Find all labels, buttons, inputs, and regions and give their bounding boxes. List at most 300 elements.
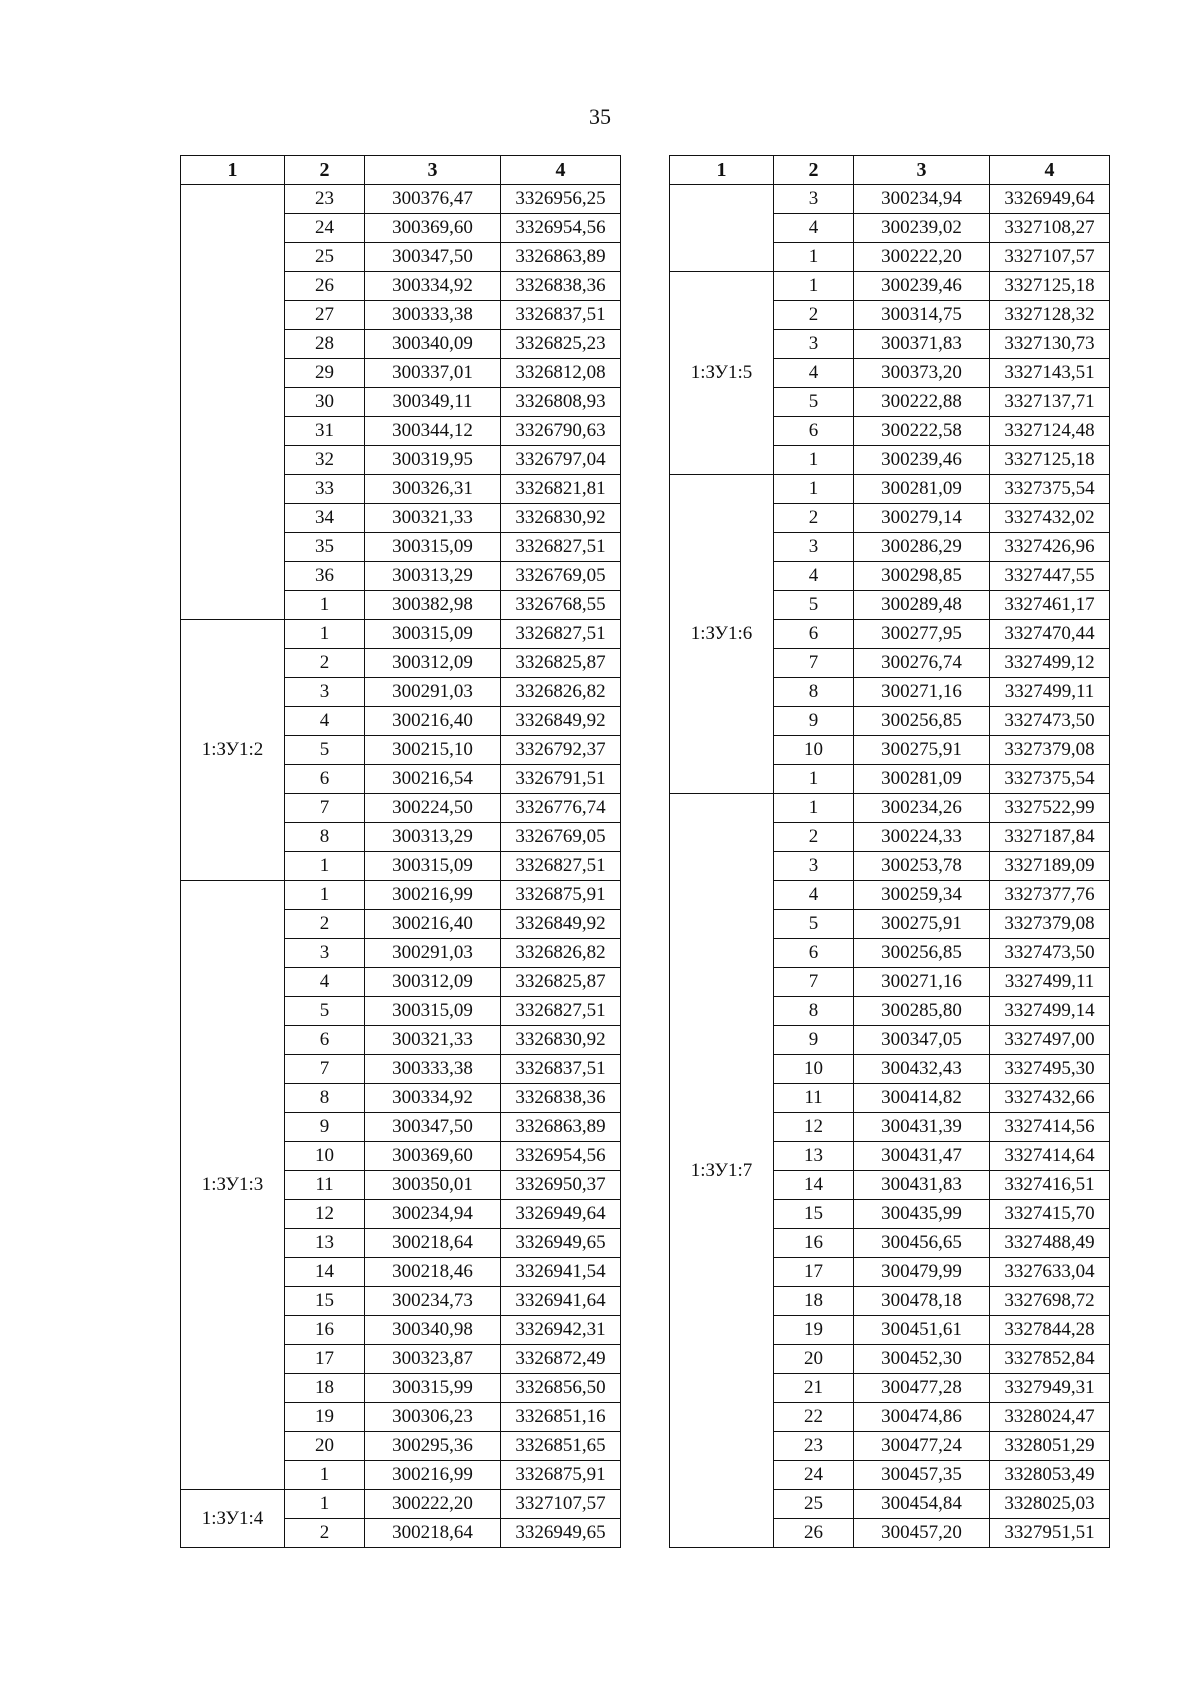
point-number: 8 — [774, 678, 854, 707]
coord-y: 3326851,16 — [501, 1403, 621, 1432]
coord-x: 300451,61 — [854, 1316, 990, 1345]
header-col-1: 1 — [670, 156, 774, 185]
point-number: 10 — [285, 1142, 365, 1171]
point-number: 11 — [774, 1084, 854, 1113]
coord-x: 300298,85 — [854, 562, 990, 591]
point-number: 5 — [774, 591, 854, 620]
point-number: 3 — [774, 330, 854, 359]
coord-x: 300333,38 — [365, 1055, 501, 1084]
point-number: 31 — [285, 417, 365, 446]
point-number: 17 — [285, 1345, 365, 1374]
coord-x: 300315,09 — [365, 852, 501, 881]
coord-y: 3326830,92 — [501, 504, 621, 533]
point-number: 2 — [774, 504, 854, 533]
coord-x: 300477,24 — [854, 1432, 990, 1461]
point-number: 14 — [774, 1171, 854, 1200]
point-number: 1 — [285, 852, 365, 881]
coord-y: 3326769,05 — [501, 562, 621, 591]
coord-y: 3326792,37 — [501, 736, 621, 765]
point-number: 1 — [774, 272, 854, 301]
coord-x: 300315,09 — [365, 620, 501, 649]
point-number: 33 — [285, 475, 365, 504]
coord-x: 300457,20 — [854, 1519, 990, 1548]
coord-y: 3327187,84 — [990, 823, 1110, 852]
point-number: 26 — [774, 1519, 854, 1548]
coord-y: 3326949,65 — [501, 1229, 621, 1258]
point-number: 25 — [774, 1490, 854, 1519]
point-number: 20 — [774, 1345, 854, 1374]
coord-y: 3326954,56 — [501, 1142, 621, 1171]
coord-y: 3326863,89 — [501, 1113, 621, 1142]
coord-x: 300234,26 — [854, 794, 990, 823]
point-number: 11 — [285, 1171, 365, 1200]
header-col-2: 2 — [285, 156, 365, 185]
coord-y: 3327375,54 — [990, 475, 1110, 504]
coord-x: 300218,64 — [365, 1229, 501, 1258]
coord-y: 3326856,50 — [501, 1374, 621, 1403]
coord-y: 3326826,82 — [501, 939, 621, 968]
header-col-1: 1 — [181, 156, 285, 185]
coord-x: 300376,47 — [365, 185, 501, 214]
point-number: 12 — [774, 1113, 854, 1142]
coord-y: 3326849,92 — [501, 707, 621, 736]
point-number: 3 — [774, 185, 854, 214]
coord-y: 3326768,55 — [501, 591, 621, 620]
coord-x: 300256,85 — [854, 939, 990, 968]
point-number: 14 — [285, 1258, 365, 1287]
point-number: 4 — [774, 214, 854, 243]
coord-x: 300285,80 — [854, 997, 990, 1026]
point-number: 15 — [285, 1287, 365, 1316]
coord-x: 300234,94 — [365, 1200, 501, 1229]
coord-y: 3326827,51 — [501, 852, 621, 881]
coord-y: 3327432,66 — [990, 1084, 1110, 1113]
coord-y: 3326812,08 — [501, 359, 621, 388]
coord-y: 3328051,29 — [990, 1432, 1110, 1461]
coord-x: 300279,14 — [854, 504, 990, 533]
table-row — [181, 1490, 621, 1519]
coord-y: 3326851,65 — [501, 1432, 621, 1461]
plot-label: 1:ЗУ1:7 — [670, 794, 774, 1548]
coord-x: 300312,09 — [365, 649, 501, 678]
coord-x: 300239,02 — [854, 214, 990, 243]
point-number: 1 — [774, 243, 854, 272]
point-number: 9 — [285, 1113, 365, 1142]
coord-y: 3326872,49 — [501, 1345, 621, 1374]
coord-y: 3327447,55 — [990, 562, 1110, 591]
coord-y: 3327107,57 — [501, 1490, 621, 1519]
point-number: 29 — [285, 359, 365, 388]
coord-x: 300326,31 — [365, 475, 501, 504]
header-col-2: 2 — [774, 156, 854, 185]
coord-y: 3326837,51 — [501, 301, 621, 330]
point-number: 1 — [285, 620, 365, 649]
coord-y: 3327499,11 — [990, 678, 1110, 707]
coord-y: 3327375,54 — [990, 765, 1110, 794]
point-number: 34 — [285, 504, 365, 533]
point-number: 2 — [774, 301, 854, 330]
point-number: 7 — [285, 794, 365, 823]
point-number: 10 — [774, 1055, 854, 1084]
point-number: 24 — [774, 1461, 854, 1490]
coord-y: 3326821,81 — [501, 475, 621, 504]
coord-y: 3326941,54 — [501, 1258, 621, 1287]
coord-x: 300295,36 — [365, 1432, 501, 1461]
coord-y: 3327499,11 — [990, 968, 1110, 997]
coord-y: 3327189,09 — [990, 852, 1110, 881]
coord-x: 300315,99 — [365, 1374, 501, 1403]
coord-x: 300281,09 — [854, 475, 990, 504]
table-row — [181, 881, 621, 910]
coord-y: 3327499,14 — [990, 997, 1110, 1026]
coord-x: 300431,39 — [854, 1113, 990, 1142]
point-number: 17 — [774, 1258, 854, 1287]
coord-y: 3326826,82 — [501, 678, 621, 707]
coord-x: 300291,03 — [365, 939, 501, 968]
coord-x: 300216,54 — [365, 765, 501, 794]
coord-x: 300474,86 — [854, 1403, 990, 1432]
coord-x: 300313,29 — [365, 562, 501, 591]
coord-y: 3328053,49 — [990, 1461, 1110, 1490]
coord-x: 300271,16 — [854, 968, 990, 997]
coord-x: 300347,50 — [365, 1113, 501, 1142]
coord-x: 300313,29 — [365, 823, 501, 852]
point-number: 8 — [285, 1084, 365, 1113]
coord-y: 3327495,30 — [990, 1055, 1110, 1084]
header-col-4: 4 — [990, 156, 1110, 185]
coord-x: 300289,48 — [854, 591, 990, 620]
coord-x: 300382,98 — [365, 591, 501, 620]
coord-y: 3326942,31 — [501, 1316, 621, 1345]
point-number: 5 — [285, 736, 365, 765]
coord-x: 300291,03 — [365, 678, 501, 707]
coord-x: 300478,18 — [854, 1287, 990, 1316]
coord-y: 3326950,37 — [501, 1171, 621, 1200]
coord-x: 300315,09 — [365, 997, 501, 1026]
point-number: 8 — [285, 823, 365, 852]
point-number: 20 — [285, 1432, 365, 1461]
coord-y: 3327432,02 — [990, 504, 1110, 533]
coord-y: 3326776,74 — [501, 794, 621, 823]
point-number: 35 — [285, 533, 365, 562]
point-number: 6 — [774, 417, 854, 446]
coord-x: 300347,50 — [365, 243, 501, 272]
coord-x: 300215,10 — [365, 736, 501, 765]
coord-x: 300224,50 — [365, 794, 501, 823]
coord-x: 300275,91 — [854, 910, 990, 939]
point-number: 21 — [774, 1374, 854, 1403]
coordinates-table-right — [669, 155, 1110, 1548]
point-number: 16 — [285, 1316, 365, 1345]
coord-y: 3327698,72 — [990, 1287, 1110, 1316]
table-row — [181, 185, 621, 214]
coord-y: 3327497,00 — [990, 1026, 1110, 1055]
coord-x: 300414,82 — [854, 1084, 990, 1113]
point-number: 5 — [285, 997, 365, 1026]
coord-y: 3327377,76 — [990, 881, 1110, 910]
point-number: 2 — [285, 649, 365, 678]
plot-label: 1:ЗУ1:6 — [670, 475, 774, 794]
coord-y: 3326830,92 — [501, 1026, 621, 1055]
point-number: 1 — [774, 475, 854, 504]
coord-x: 300306,23 — [365, 1403, 501, 1432]
point-number: 32 — [285, 446, 365, 475]
coord-x: 300319,95 — [365, 446, 501, 475]
point-number: 27 — [285, 301, 365, 330]
point-number: 23 — [285, 185, 365, 214]
point-number: 3 — [774, 852, 854, 881]
point-number: 28 — [285, 330, 365, 359]
point-number: 4 — [285, 968, 365, 997]
point-number: 1 — [774, 446, 854, 475]
coord-y: 3326790,63 — [501, 417, 621, 446]
point-number: 19 — [774, 1316, 854, 1345]
coord-y: 3327844,28 — [990, 1316, 1110, 1345]
coord-x: 300234,94 — [854, 185, 990, 214]
coord-y: 3327633,04 — [990, 1258, 1110, 1287]
coord-x: 300347,05 — [854, 1026, 990, 1055]
coord-x: 300222,88 — [854, 388, 990, 417]
coord-y: 3326837,51 — [501, 1055, 621, 1084]
coord-y: 3327415,70 — [990, 1200, 1110, 1229]
point-number: 3 — [285, 939, 365, 968]
coord-x: 300271,16 — [854, 678, 990, 707]
coord-y: 3327414,64 — [990, 1142, 1110, 1171]
point-number: 6 — [774, 939, 854, 968]
coord-y: 3326838,36 — [501, 272, 621, 301]
coord-x: 300216,99 — [365, 1461, 501, 1490]
coord-y: 3327488,49 — [990, 1229, 1110, 1258]
coord-y: 3327522,99 — [990, 794, 1110, 823]
point-number: 24 — [285, 214, 365, 243]
coord-x: 300239,46 — [854, 446, 990, 475]
coord-x: 300276,74 — [854, 649, 990, 678]
coord-y: 3326875,91 — [501, 881, 621, 910]
plot-label: 1:ЗУ1:3 — [181, 881, 285, 1490]
point-number: 7 — [285, 1055, 365, 1084]
coord-x: 300312,09 — [365, 968, 501, 997]
header-row — [181, 156, 621, 185]
coord-x: 300216,99 — [365, 881, 501, 910]
plot-label: 1:ЗУ1:4 — [181, 1490, 285, 1548]
point-number: 1 — [774, 794, 854, 823]
point-number: 1 — [285, 881, 365, 910]
coord-y: 3327499,12 — [990, 649, 1110, 678]
coord-y: 3326827,51 — [501, 533, 621, 562]
point-number: 3 — [774, 533, 854, 562]
coord-y: 3326954,56 — [501, 214, 621, 243]
point-number: 4 — [774, 562, 854, 591]
point-number: 36 — [285, 562, 365, 591]
coord-y: 3327143,51 — [990, 359, 1110, 388]
coord-y: 3328025,03 — [990, 1490, 1110, 1519]
point-number: 10 — [774, 736, 854, 765]
point-number: 15 — [774, 1200, 854, 1229]
point-number: 9 — [774, 1026, 854, 1055]
point-number: 1 — [774, 765, 854, 794]
coord-y: 3327379,08 — [990, 910, 1110, 939]
coord-x: 300373,20 — [854, 359, 990, 388]
plot-label — [670, 185, 774, 272]
table-row — [181, 620, 621, 649]
point-number: 30 — [285, 388, 365, 417]
coord-x: 300349,11 — [365, 388, 501, 417]
coord-x: 300344,12 — [365, 417, 501, 446]
plot-label: 1:ЗУ1:2 — [181, 620, 285, 881]
coord-x: 300452,30 — [854, 1345, 990, 1374]
coord-y: 3328024,47 — [990, 1403, 1110, 1432]
point-number: 1 — [285, 1461, 365, 1490]
coord-x: 300479,99 — [854, 1258, 990, 1287]
point-number: 4 — [774, 359, 854, 388]
coord-y: 3326838,36 — [501, 1084, 621, 1113]
coord-x: 300477,28 — [854, 1374, 990, 1403]
coord-y: 3327130,73 — [990, 330, 1110, 359]
coord-y: 3327461,17 — [990, 591, 1110, 620]
coord-x: 300337,01 — [365, 359, 501, 388]
coord-y: 3327949,31 — [990, 1374, 1110, 1403]
coord-x: 300323,87 — [365, 1345, 501, 1374]
coord-y: 3327124,48 — [990, 417, 1110, 446]
point-number: 13 — [285, 1229, 365, 1258]
coord-y: 3326827,51 — [501, 997, 621, 1026]
coord-x: 300224,33 — [854, 823, 990, 852]
point-number: 2 — [285, 910, 365, 939]
coord-x: 300218,46 — [365, 1258, 501, 1287]
point-number: 1 — [285, 1490, 365, 1519]
coord-x: 300340,98 — [365, 1316, 501, 1345]
coord-y: 3326791,51 — [501, 765, 621, 794]
coord-x: 300222,58 — [854, 417, 990, 446]
coord-x: 300216,40 — [365, 707, 501, 736]
coord-y: 3326949,65 — [501, 1519, 621, 1548]
coordinates-table-left — [180, 155, 621, 1548]
coord-y: 3327416,51 — [990, 1171, 1110, 1200]
coord-y: 3327473,50 — [990, 707, 1110, 736]
coord-y: 3327125,18 — [990, 446, 1110, 475]
point-number: 22 — [774, 1403, 854, 1432]
point-number: 5 — [774, 388, 854, 417]
coord-x: 300256,85 — [854, 707, 990, 736]
point-number: 13 — [774, 1142, 854, 1171]
coord-y: 3327414,56 — [990, 1113, 1110, 1142]
coord-x: 300315,09 — [365, 533, 501, 562]
coord-x: 300369,60 — [365, 1142, 501, 1171]
point-number: 7 — [774, 968, 854, 997]
coord-x: 300281,09 — [854, 765, 990, 794]
point-number: 6 — [285, 765, 365, 794]
point-number: 7 — [774, 649, 854, 678]
point-number: 1 — [285, 591, 365, 620]
plot-label — [181, 185, 285, 620]
coord-x: 300435,99 — [854, 1200, 990, 1229]
coord-x: 300432,43 — [854, 1055, 990, 1084]
coord-x: 300239,46 — [854, 272, 990, 301]
point-number: 12 — [285, 1200, 365, 1229]
coord-y: 3327473,50 — [990, 939, 1110, 968]
point-number: 26 — [285, 272, 365, 301]
coord-y: 3326825,23 — [501, 330, 621, 359]
point-number: 4 — [774, 881, 854, 910]
header-col-3: 3 — [365, 156, 501, 185]
coord-x: 300218,64 — [365, 1519, 501, 1548]
point-number: 3 — [285, 678, 365, 707]
coord-y: 3326956,25 — [501, 185, 621, 214]
coord-x: 300350,01 — [365, 1171, 501, 1200]
coord-y: 3327108,27 — [990, 214, 1110, 243]
header-row — [670, 156, 1110, 185]
coord-y: 3327426,96 — [990, 533, 1110, 562]
coord-x: 300369,60 — [365, 214, 501, 243]
coord-x: 300222,20 — [365, 1490, 501, 1519]
coord-y: 3326949,64 — [990, 185, 1110, 214]
point-number: 19 — [285, 1403, 365, 1432]
coord-y: 3326797,04 — [501, 446, 621, 475]
coord-y: 3326827,51 — [501, 620, 621, 649]
coord-x: 300216,40 — [365, 910, 501, 939]
point-number: 9 — [774, 707, 854, 736]
table-row — [670, 185, 1110, 214]
coord-y: 3326825,87 — [501, 649, 621, 678]
coord-y: 3326941,64 — [501, 1287, 621, 1316]
coord-y: 3327470,44 — [990, 620, 1110, 649]
coord-y: 3327125,18 — [990, 272, 1110, 301]
coord-x: 300340,09 — [365, 330, 501, 359]
coord-y: 3326808,93 — [501, 388, 621, 417]
coord-y: 3327128,32 — [990, 301, 1110, 330]
point-number: 8 — [774, 997, 854, 1026]
point-number: 6 — [774, 620, 854, 649]
point-number: 5 — [774, 910, 854, 939]
coord-x: 300431,83 — [854, 1171, 990, 1200]
point-number: 4 — [285, 707, 365, 736]
coord-x: 300457,35 — [854, 1461, 990, 1490]
coord-y: 3326849,92 — [501, 910, 621, 939]
table-row — [670, 794, 1110, 823]
coord-x: 300222,20 — [854, 243, 990, 272]
coord-x: 300321,33 — [365, 504, 501, 533]
coord-y: 3326875,91 — [501, 1461, 621, 1490]
coord-x: 300431,47 — [854, 1142, 990, 1171]
coord-y: 3326949,64 — [501, 1200, 621, 1229]
coord-y: 3327137,71 — [990, 388, 1110, 417]
coord-y: 3327951,51 — [990, 1519, 1110, 1548]
coord-x: 300456,65 — [854, 1229, 990, 1258]
coord-x: 300234,73 — [365, 1287, 501, 1316]
coord-x: 300371,83 — [854, 330, 990, 359]
coord-x: 300259,34 — [854, 881, 990, 910]
point-number: 16 — [774, 1229, 854, 1258]
coord-x: 300314,75 — [854, 301, 990, 330]
point-number: 6 — [285, 1026, 365, 1055]
coord-x: 300333,38 — [365, 301, 501, 330]
coord-y: 3326769,05 — [501, 823, 621, 852]
coord-x: 300321,33 — [365, 1026, 501, 1055]
coord-x: 300275,91 — [854, 736, 990, 765]
coord-x: 300277,95 — [854, 620, 990, 649]
point-number: 25 — [285, 243, 365, 272]
point-number: 2 — [774, 823, 854, 852]
point-number: 23 — [774, 1432, 854, 1461]
coord-y: 3327107,57 — [990, 243, 1110, 272]
plot-label: 1:ЗУ1:5 — [670, 272, 774, 475]
coord-y: 3327379,08 — [990, 736, 1110, 765]
coord-x: 300253,78 — [854, 852, 990, 881]
table-row — [670, 475, 1110, 504]
page-number: 35 — [589, 104, 611, 129]
coord-y: 3326825,87 — [501, 968, 621, 997]
coord-x: 300454,84 — [854, 1490, 990, 1519]
